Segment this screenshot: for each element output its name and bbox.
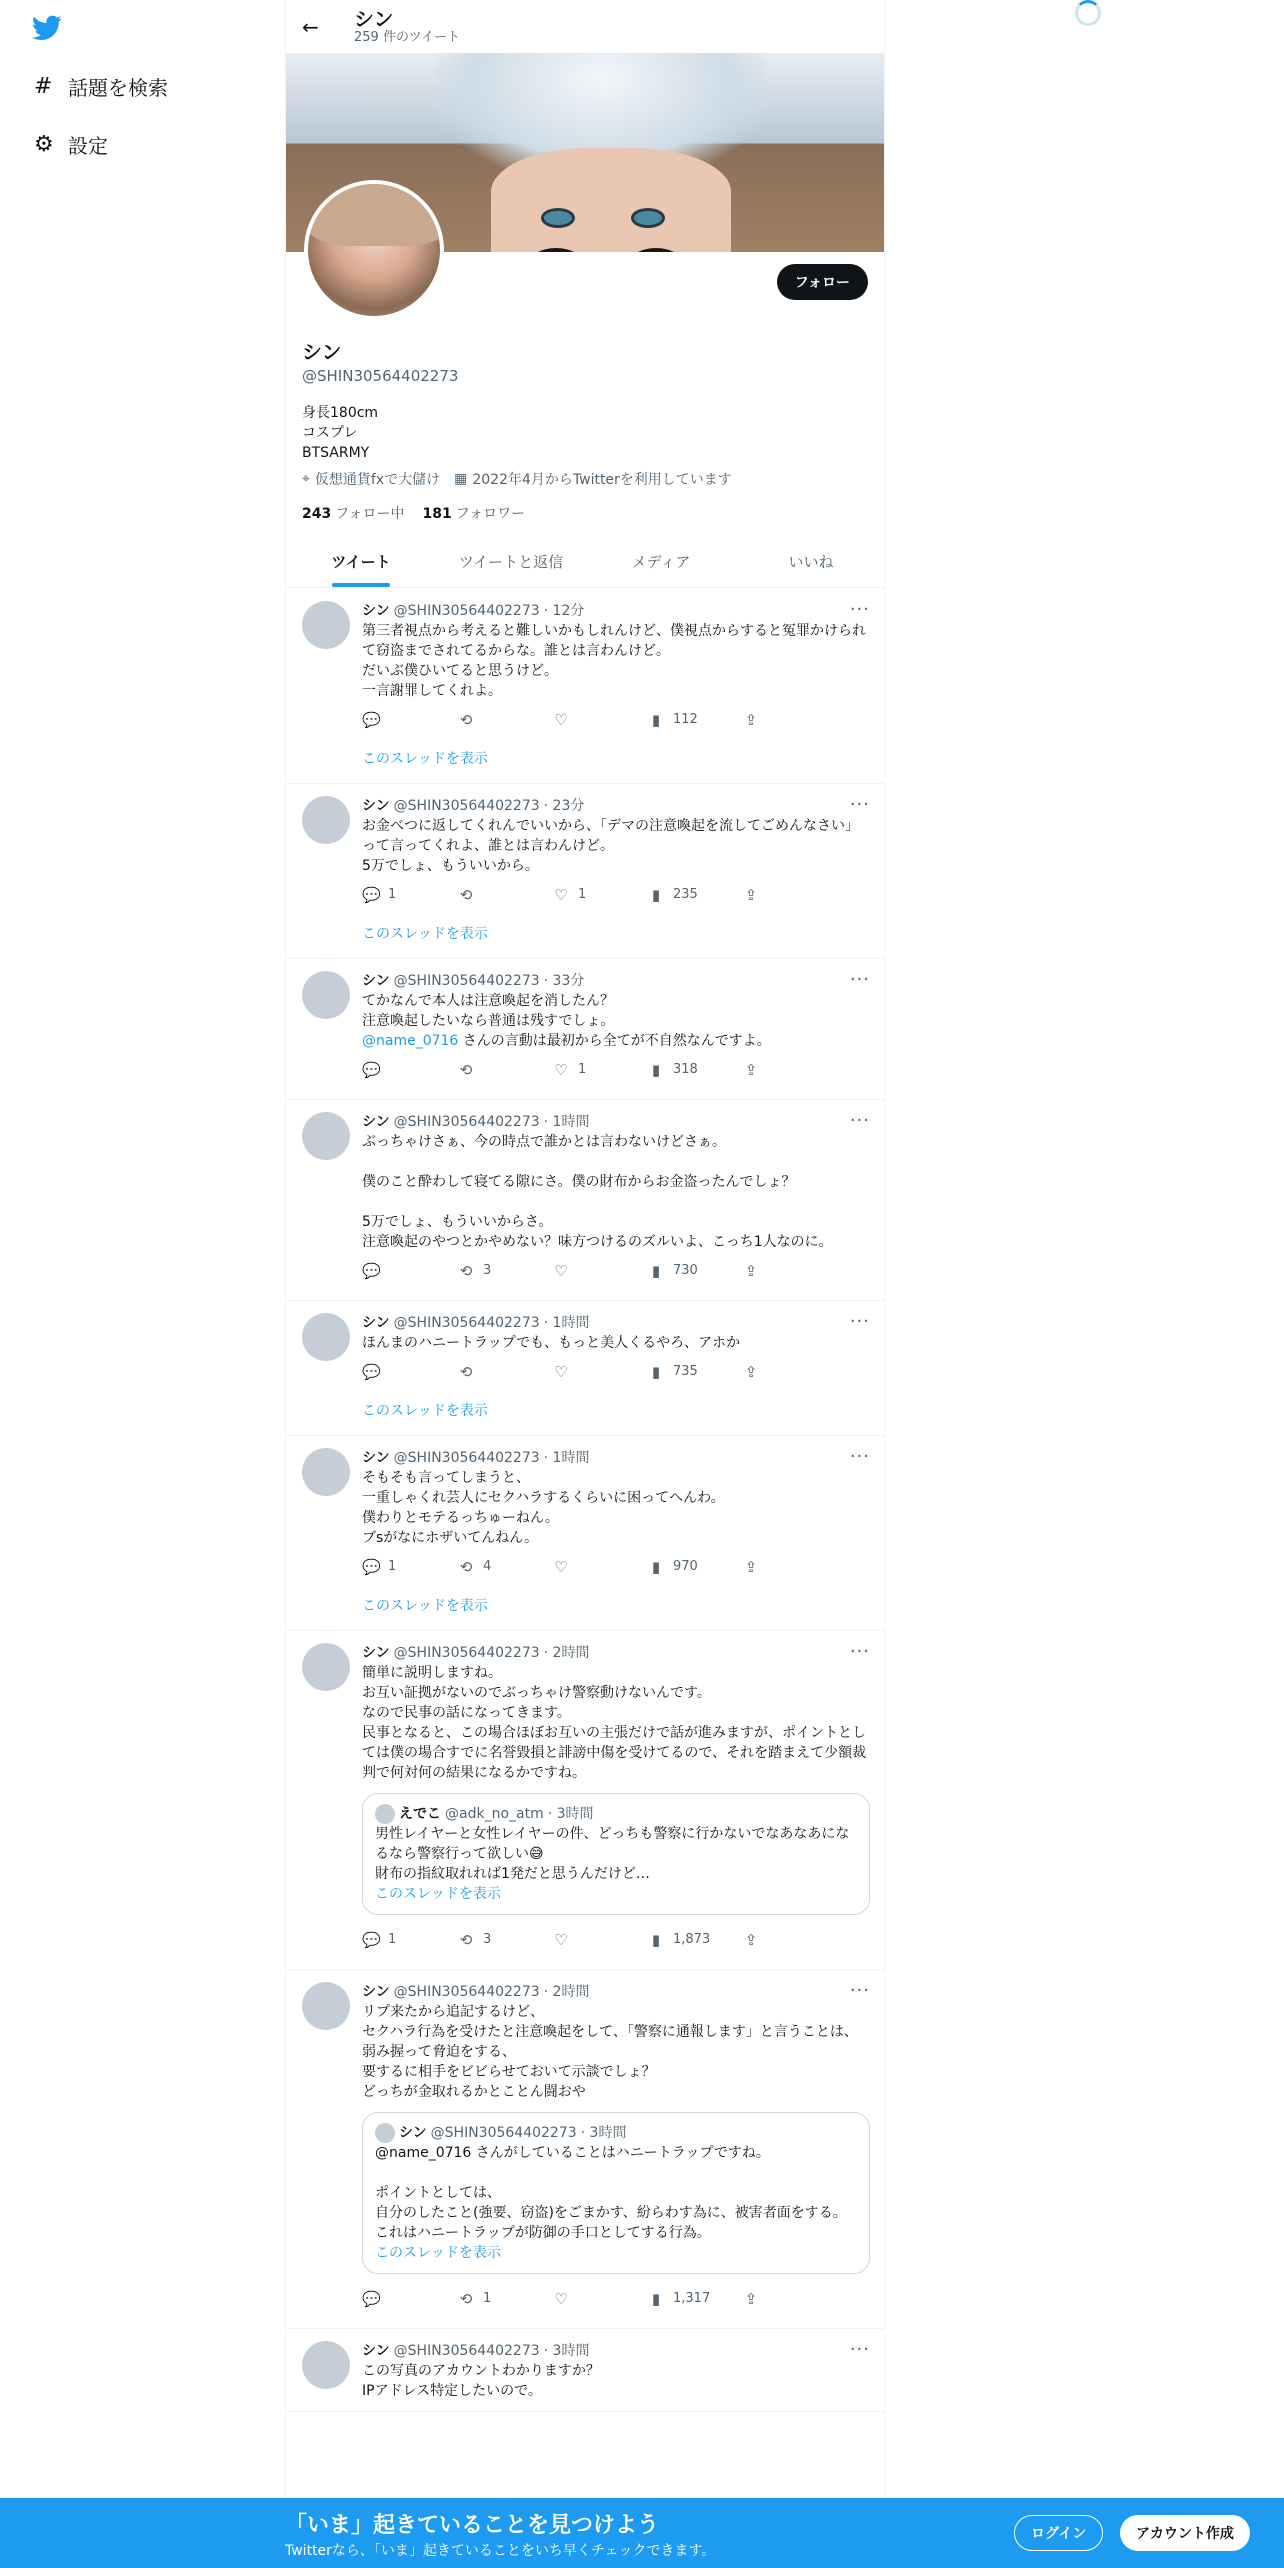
- show-thread-link[interactable]: このスレッドを表示: [362, 1403, 488, 1419]
- quoted-text: 男性レイヤーと女性レイヤーの件、どっちも警察に行かないでなあなあになるなら警察行って欲しい😅 財布の指紋取れれば1発だと思うんだけど…: [375, 1826, 850, 1882]
- tweet-mention-link[interactable]: @name_0716: [362, 1033, 459, 1049]
- following-link[interactable]: 243 フォロー中: [302, 506, 405, 522]
- views-button[interactable]: [647, 885, 742, 905]
- share-icon: ⇪: [744, 1262, 758, 1280]
- retweet-icon: ⟲: [459, 1061, 473, 1079]
- share-icon: ⇪: [744, 711, 758, 729]
- profile-bio: [302, 403, 870, 463]
- tweet-time[interactable]: · 2時間: [543, 1645, 590, 1661]
- tweet-author-handle[interactable]: @SHIN30564402273: [393, 1984, 540, 2000]
- more-options-icon[interactable]: ···: [849, 1311, 870, 1332]
- tweet-header: [362, 2341, 870, 2361]
- reply-button[interactable]: [362, 710, 457, 730]
- profile-tabs: [286, 535, 885, 588]
- views-icon: ▮: [651, 711, 661, 729]
- more-options-icon[interactable]: ···: [849, 969, 870, 990]
- retweet-icon: ⟲: [459, 1558, 473, 1576]
- tweet-header: [362, 1982, 870, 2002]
- tweet-time[interactable]: · 1時間: [543, 1114, 590, 1130]
- reply-icon: 💬: [362, 711, 381, 729]
- like-icon: ♡: [554, 1061, 568, 1079]
- share-icon: ⇪: [744, 2290, 758, 2308]
- reply-button[interactable]: [362, 1060, 457, 1080]
- tweet-text: [362, 2361, 870, 2401]
- reply-icon: 💬: [362, 1061, 381, 1079]
- views-button[interactable]: [647, 1362, 742, 1382]
- tweet-time[interactable]: · 1時間: [543, 1315, 590, 1331]
- like-button[interactable]: [552, 885, 647, 905]
- like-count: 1: [578, 1062, 587, 1077]
- tweet-actions: [362, 2280, 870, 2318]
- tab-likes[interactable]: いいね: [788, 552, 834, 571]
- tweet-header: [362, 1313, 870, 1333]
- tweet-body: [362, 1448, 870, 1630]
- banner-subtitle: Twitterなら、「いま」起きていることをいち早くチェックできます。: [285, 2543, 716, 2559]
- tweet-author-name[interactable]: シン: [362, 973, 390, 989]
- quoted-tweet-header: [375, 2123, 857, 2143]
- retweet-icon: ⟲: [459, 1262, 473, 1280]
- reply-button[interactable]: [362, 2289, 457, 2309]
- retweet-button[interactable]: [457, 1261, 552, 1281]
- tweet-avatar[interactable]: [302, 1448, 350, 1496]
- tweet-author-name[interactable]: シン: [362, 1114, 390, 1130]
- tweet-avatar[interactable]: [302, 1982, 350, 2030]
- tweet-author-handle[interactable]: @SHIN30564402273: [393, 2343, 540, 2359]
- profile-joined: 2022年4月からTwitterを利用しています: [472, 472, 732, 488]
- share-icon: ⇪: [744, 1061, 758, 1079]
- like-icon: ♡: [554, 2290, 568, 2308]
- retweet-button[interactable]: [457, 710, 552, 730]
- reply-button[interactable]: [362, 1930, 457, 1950]
- tweet-body: [362, 1112, 870, 1300]
- quoted-avatar: [375, 2123, 395, 2143]
- tweet-time[interactable]: · 12分: [543, 603, 585, 619]
- tweet-time[interactable]: · 1時間: [543, 1450, 590, 1466]
- show-thread-link[interactable]: このスレッドを表示: [362, 751, 488, 767]
- tweet-author-name[interactable]: シン: [362, 603, 390, 619]
- quoted-author-name: シン: [399, 2125, 427, 2141]
- retweet-button[interactable]: [457, 1557, 552, 1577]
- tweet-author-name[interactable]: シン: [362, 798, 390, 814]
- top-bar: [286, 0, 884, 53]
- tweet-actions: [362, 1051, 870, 1089]
- retweet-button[interactable]: [457, 885, 552, 905]
- more-options-icon[interactable]: ···: [849, 2339, 870, 2360]
- more-options-icon[interactable]: ···: [849, 599, 870, 620]
- views-icon: ▮: [651, 1931, 661, 1949]
- share-button[interactable]: [742, 2289, 837, 2309]
- quoted-thread-link[interactable]: このスレッドを表示: [375, 2245, 501, 2261]
- tweet-actions: [362, 1921, 870, 1959]
- login-button[interactable]: ログイン: [1014, 2515, 1103, 2551]
- tweet-text-body: そもそも言ってしまうと、 一重しゃくれ芸人にセクハラするくらいに困ってへんわ。 僕わりとモテるっちゅーねん。 ブsがなにホザいてんねん。: [362, 1470, 725, 1546]
- profile-name: シン: [302, 340, 342, 364]
- tweet-body: [362, 601, 870, 783]
- sidebar-item-label: 話題を検索: [68, 76, 168, 100]
- tweet-count: 259 件のツイート: [354, 29, 461, 45]
- tweet-body: [362, 2341, 870, 2411]
- tweet-author-name[interactable]: シン: [362, 1315, 390, 1331]
- like-button[interactable]: [552, 1930, 647, 1950]
- quoted-author-name: えでこ: [399, 1806, 441, 1822]
- share-button[interactable]: [742, 1362, 837, 1382]
- tweet-body: [362, 796, 870, 958]
- views-button[interactable]: [647, 710, 742, 730]
- retweet-icon: ⟲: [459, 711, 473, 729]
- views-button[interactable]: [647, 1930, 742, 1950]
- follow-stats: [302, 503, 870, 523]
- tweet-time[interactable]: · 2時間: [543, 1984, 590, 2000]
- quoted-text: @name_0716 さんがしていることはハニートラップですね。 ポイントとしては、 自分のしたこと(強要、窃盗)をごまかす、紛らわす為に、被害者面をする。 これはハニートラップが防御の手口としてする行為。: [375, 2145, 847, 2241]
- bio-line: 身長180cm: [302, 405, 379, 421]
- views-count: 112: [673, 712, 698, 727]
- views-icon: ▮: [651, 1363, 661, 1381]
- reply-icon: 💬: [362, 886, 381, 904]
- tweet-header: [362, 601, 870, 621]
- tweet[interactable]: [286, 1301, 885, 1436]
- tweet-body: [362, 1643, 870, 1969]
- like-button[interactable]: [552, 1261, 647, 1281]
- like-icon: ♡: [554, 886, 568, 904]
- views-count: 735: [673, 1364, 698, 1379]
- tweet-avatar[interactable]: [302, 1643, 350, 1691]
- tweet-text: [362, 1663, 870, 1783]
- reply-count: 1: [388, 887, 397, 902]
- tweet-text: [362, 1333, 870, 1353]
- back-arrow-icon[interactable]: ←: [302, 14, 319, 39]
- follow-button[interactable]: フォロー: [777, 264, 868, 300]
- reply-icon: 💬: [362, 1931, 381, 1949]
- tweet-time[interactable]: · 3時間: [543, 2343, 590, 2359]
- show-thread-link[interactable]: このスレッドを表示: [362, 926, 488, 942]
- like-icon: ♡: [554, 1262, 568, 1280]
- like-icon: ♡: [554, 1558, 568, 1576]
- tweet-header: [362, 1448, 870, 1468]
- tweet-text-body: 簡単に説明しますね。 お互い証拠がないのでぶっちゃけ警察動けないんです。 なので民事の話になってきます。 民事となると、この場合ほぼお互いの主張だけで話が進みますが、ポイントとしては僕の場合すでに名誉毀損と誹謗中傷を受けてるので、それを踏まえて少額裁判で何対何の結果になるかですね。: [362, 1665, 867, 1781]
- tweet-body: [362, 1313, 870, 1435]
- like-button[interactable]: [552, 1362, 647, 1382]
- reply-button[interactable]: [362, 1362, 457, 1382]
- quoted-tweet[interactable]: [362, 1793, 870, 1915]
- profile-info: [302, 336, 870, 523]
- gear-icon: ⚙: [34, 132, 54, 157]
- tweet-actions: [362, 876, 870, 914]
- like-button[interactable]: [552, 2289, 647, 2309]
- profile-column: [285, 0, 885, 2498]
- quoted-time: · 3時間: [547, 1806, 594, 1822]
- views-count: 1,873: [673, 1932, 711, 1947]
- banner-title: 「いま」起きていることを見つけよう: [285, 2513, 660, 2538]
- views-count: 730: [673, 1263, 698, 1278]
- bio-line: コスプレ: [302, 425, 358, 441]
- tweet-time[interactable]: · 33分: [543, 973, 585, 989]
- tweet[interactable]: [286, 1436, 885, 1631]
- quoted-author-handle: @adk_no_atm: [445, 1806, 544, 1822]
- calendar-icon: ▦: [454, 471, 468, 487]
- quoted-thread-link[interactable]: このスレッドを表示: [375, 1886, 501, 1902]
- quoted-tweet-header: [375, 1804, 857, 1824]
- like-button[interactable]: [552, 1557, 647, 1577]
- tweet-text-body: 第三者視点から考えると難しいかもしれんけど、僕視点からすると冤罪かけられて窃盗までされてるからな。誰とは言わんけど。 だいぶ僕ひいてると思うけど。 一言謝罪してくれよ。: [362, 623, 866, 699]
- retweet-button[interactable]: [457, 2289, 552, 2309]
- share-button[interactable]: [742, 1060, 837, 1080]
- share-icon: ⇪: [744, 1931, 758, 1949]
- reply-button[interactable]: [362, 1557, 457, 1577]
- views-icon: ▮: [651, 1262, 661, 1280]
- more-options-icon[interactable]: ···: [849, 1110, 870, 1131]
- retweet-icon: ⟲: [459, 1363, 473, 1381]
- quoted-author-handle: @SHIN30564402273: [430, 2125, 577, 2141]
- tweet-text-body: この写真のアカウントわかりますか？ IPアドレス特定したいので。: [362, 2363, 600, 2399]
- profile-location: 仮想通貨fxで大儲け: [314, 472, 441, 488]
- signup-banner: [0, 2498, 1284, 2568]
- reply-button[interactable]: [362, 885, 457, 905]
- tweet-text-body: ぶっちゃけさぁ、今の時点で誰かとは言わないけどさぁ。 僕のこと酔わして寝てる隙にさ。僕の財布からお金盗ったんでしょ？ 5万でしょ、もういいからさ。 注意喚起のやつとかやめない？味方つけるのズルいよ、こっち1人なのに。: [362, 1134, 833, 1250]
- views-count: 970: [673, 1559, 698, 1574]
- sidebar-item-settings[interactable]: [34, 130, 108, 159]
- tweet-avatar[interactable]: [302, 2341, 350, 2389]
- tweet-author-handle[interactable]: @SHIN30564402273: [393, 1450, 540, 1466]
- signup-button[interactable]: アカウント作成: [1120, 2515, 1250, 2551]
- retweet-icon: ⟲: [459, 1931, 473, 1949]
- tweet[interactable]: [286, 1100, 885, 1301]
- header-name: シン: [354, 6, 394, 31]
- views-icon: ▮: [651, 1061, 661, 1079]
- retweet-button[interactable]: [457, 1930, 552, 1950]
- views-icon: ▮: [651, 1558, 661, 1576]
- location-pin-icon: ⌖: [302, 471, 310, 487]
- retweet-button[interactable]: [457, 1060, 552, 1080]
- reply-icon: 💬: [362, 2290, 381, 2308]
- profile-handle: @SHIN30564402273: [302, 367, 459, 385]
- tweet-author-handle[interactable]: @SHIN30564402273: [393, 798, 540, 814]
- tweet[interactable]: [286, 1970, 885, 2329]
- tweet-text-body: リプ来たから追記するけど、 セクハラ行為を受けたと注意喚起をして、「警察に通報します」と言うことは、弱み握って脅迫をする、 要するに相手をビビらせておいて示談でしょ？ どっちが金取れるかとことん闘おや: [362, 2004, 858, 2100]
- tweet-avatar[interactable]: [302, 971, 350, 1019]
- tweet-text: [362, 1468, 870, 1548]
- tweet-text: [362, 621, 870, 701]
- tweet[interactable]: [286, 2329, 885, 2412]
- share-icon: ⇪: [744, 886, 758, 904]
- tab-tweets-replies[interactable]: ツイートと返信: [458, 552, 564, 571]
- retweet-count: 4: [483, 1559, 492, 1574]
- more-options-icon[interactable]: ···: [849, 794, 870, 815]
- tweet-author-name[interactable]: シン: [362, 1984, 390, 2000]
- tweet-actions: [362, 1548, 870, 1586]
- more-options-icon[interactable]: ···: [849, 1446, 870, 1467]
- views-button[interactable]: [647, 1261, 742, 1281]
- views-icon: ▮: [651, 886, 661, 904]
- views-count: 318: [673, 1062, 698, 1077]
- tweet[interactable]: [286, 1631, 885, 1970]
- views-button[interactable]: [647, 2289, 742, 2309]
- share-button[interactable]: [742, 885, 837, 905]
- tweet-text: [362, 2002, 870, 2102]
- tweet-author-name[interactable]: シン: [362, 1450, 390, 1466]
- tweet-avatar[interactable]: [302, 1313, 350, 1361]
- reply-button[interactable]: [362, 1261, 457, 1281]
- tweet-author-name[interactable]: シン: [362, 2343, 390, 2359]
- tweet-text: [362, 1132, 870, 1252]
- tweet-avatar[interactable]: [302, 796, 350, 844]
- sidebar-item-label: 設定: [68, 134, 108, 158]
- retweet-button[interactable]: [457, 1362, 552, 1382]
- tweet-author-name[interactable]: シン: [362, 1645, 390, 1661]
- followers-link[interactable]: 181 フォロワー: [422, 506, 526, 522]
- retweet-icon: ⟲: [459, 886, 473, 904]
- loading-spinner-icon: [1075, 0, 1101, 26]
- tweet-text-body: てかなんで本人は注意喚起を消したん？ 注意喚起したいなら普通は残すでしょ。: [362, 993, 615, 1029]
- more-options-icon[interactable]: ···: [849, 1980, 870, 2001]
- tweet-header: [362, 1643, 870, 1663]
- retweet-icon: ⟲: [459, 2290, 473, 2308]
- share-button[interactable]: [742, 710, 837, 730]
- tweet-time[interactable]: · 23分: [543, 798, 585, 814]
- share-button[interactable]: [742, 1261, 837, 1281]
- tweet-body: [362, 1982, 870, 2328]
- share-icon: ⇪: [744, 1558, 758, 1576]
- tweet-author-handle[interactable]: @SHIN30564402273: [393, 1645, 540, 1661]
- tweet-author-handle[interactable]: @SHIN30564402273: [393, 973, 540, 989]
- profile-meta: [302, 469, 870, 489]
- like-button[interactable]: [552, 1060, 647, 1080]
- reply-icon: 💬: [362, 1262, 381, 1280]
- like-button[interactable]: [552, 710, 647, 730]
- quoted-time: · 3時間: [580, 2125, 627, 2141]
- tweet[interactable]: [286, 784, 885, 959]
- tweet-avatar[interactable]: [302, 1112, 350, 1160]
- reply-count: 1: [388, 1559, 397, 1574]
- quoted-avatar: [375, 1804, 395, 1824]
- tweet-text: [362, 816, 870, 876]
- reply-icon: 💬: [362, 1558, 381, 1576]
- retweet-count: 3: [483, 1932, 492, 1947]
- tweet-actions: [362, 1252, 870, 1290]
- sidebar-item-explore[interactable]: [34, 72, 168, 101]
- views-count: 1,317: [673, 2291, 711, 2306]
- views-button[interactable]: [647, 1557, 742, 1577]
- share-icon: ⇪: [744, 1363, 758, 1381]
- reply-count: 1: [388, 1932, 397, 1947]
- tweet-author-handle[interactable]: @SHIN30564402273: [393, 603, 540, 619]
- share-button[interactable]: [742, 1930, 837, 1950]
- tweet[interactable]: [286, 959, 885, 1100]
- tweet-author-handle[interactable]: @SHIN30564402273: [393, 1315, 540, 1331]
- show-thread-link[interactable]: このスレッドを表示: [362, 1598, 488, 1614]
- twitter-logo-icon[interactable]: [32, 15, 62, 45]
- views-count: 235: [673, 887, 698, 902]
- views-button[interactable]: [647, 1060, 742, 1080]
- more-options-icon[interactable]: ···: [849, 1641, 870, 1662]
- like-icon: ♡: [554, 1931, 568, 1949]
- reply-icon: 💬: [362, 1363, 381, 1381]
- tweet-actions: [362, 701, 870, 739]
- share-button[interactable]: [742, 1557, 837, 1577]
- hashtag-icon: #: [34, 74, 53, 99]
- like-icon: ♡: [554, 1363, 568, 1381]
- tweet-avatar[interactable]: [302, 601, 350, 649]
- tweet-actions: [362, 1353, 870, 1391]
- tweet-header: [362, 1112, 870, 1132]
- tweet-text: [362, 991, 870, 1051]
- views-icon: ▮: [651, 2290, 661, 2308]
- tweet-header: [362, 971, 870, 991]
- tab-media[interactable]: メディア: [631, 552, 691, 571]
- tweet-header: [362, 796, 870, 816]
- retweet-count: 3: [483, 1263, 492, 1278]
- tweet-text-body: ほんまのハニートラップでも、もっと美人くるやろ、アホか: [362, 1335, 741, 1351]
- tweet[interactable]: [286, 589, 885, 784]
- like-count: 1: [578, 887, 587, 902]
- quoted-tweet[interactable]: [362, 2112, 870, 2274]
- tweet-body: [362, 971, 870, 1099]
- tweet-text-body: お金べつに返してくれんでいいから、「デマの注意喚起を流してごめんなさい」って言ってくれよ、誰とは言わんけど。 5万でしょ、もういいから。: [362, 818, 859, 874]
- profile-avatar[interactable]: [304, 180, 444, 320]
- tweet-author-handle[interactable]: @SHIN30564402273: [393, 1114, 540, 1130]
- tab-tweets[interactable]: ツイート: [286, 535, 436, 587]
- tweet-text-tail: さんの言動は最初から全てが不自然なんですよ。: [458, 1033, 771, 1049]
- retweet-count: 1: [483, 2291, 492, 2306]
- like-icon: ♡: [554, 711, 568, 729]
- bio-line: BTSARMY: [302, 445, 370, 461]
- tweet-feed: [286, 589, 885, 2412]
